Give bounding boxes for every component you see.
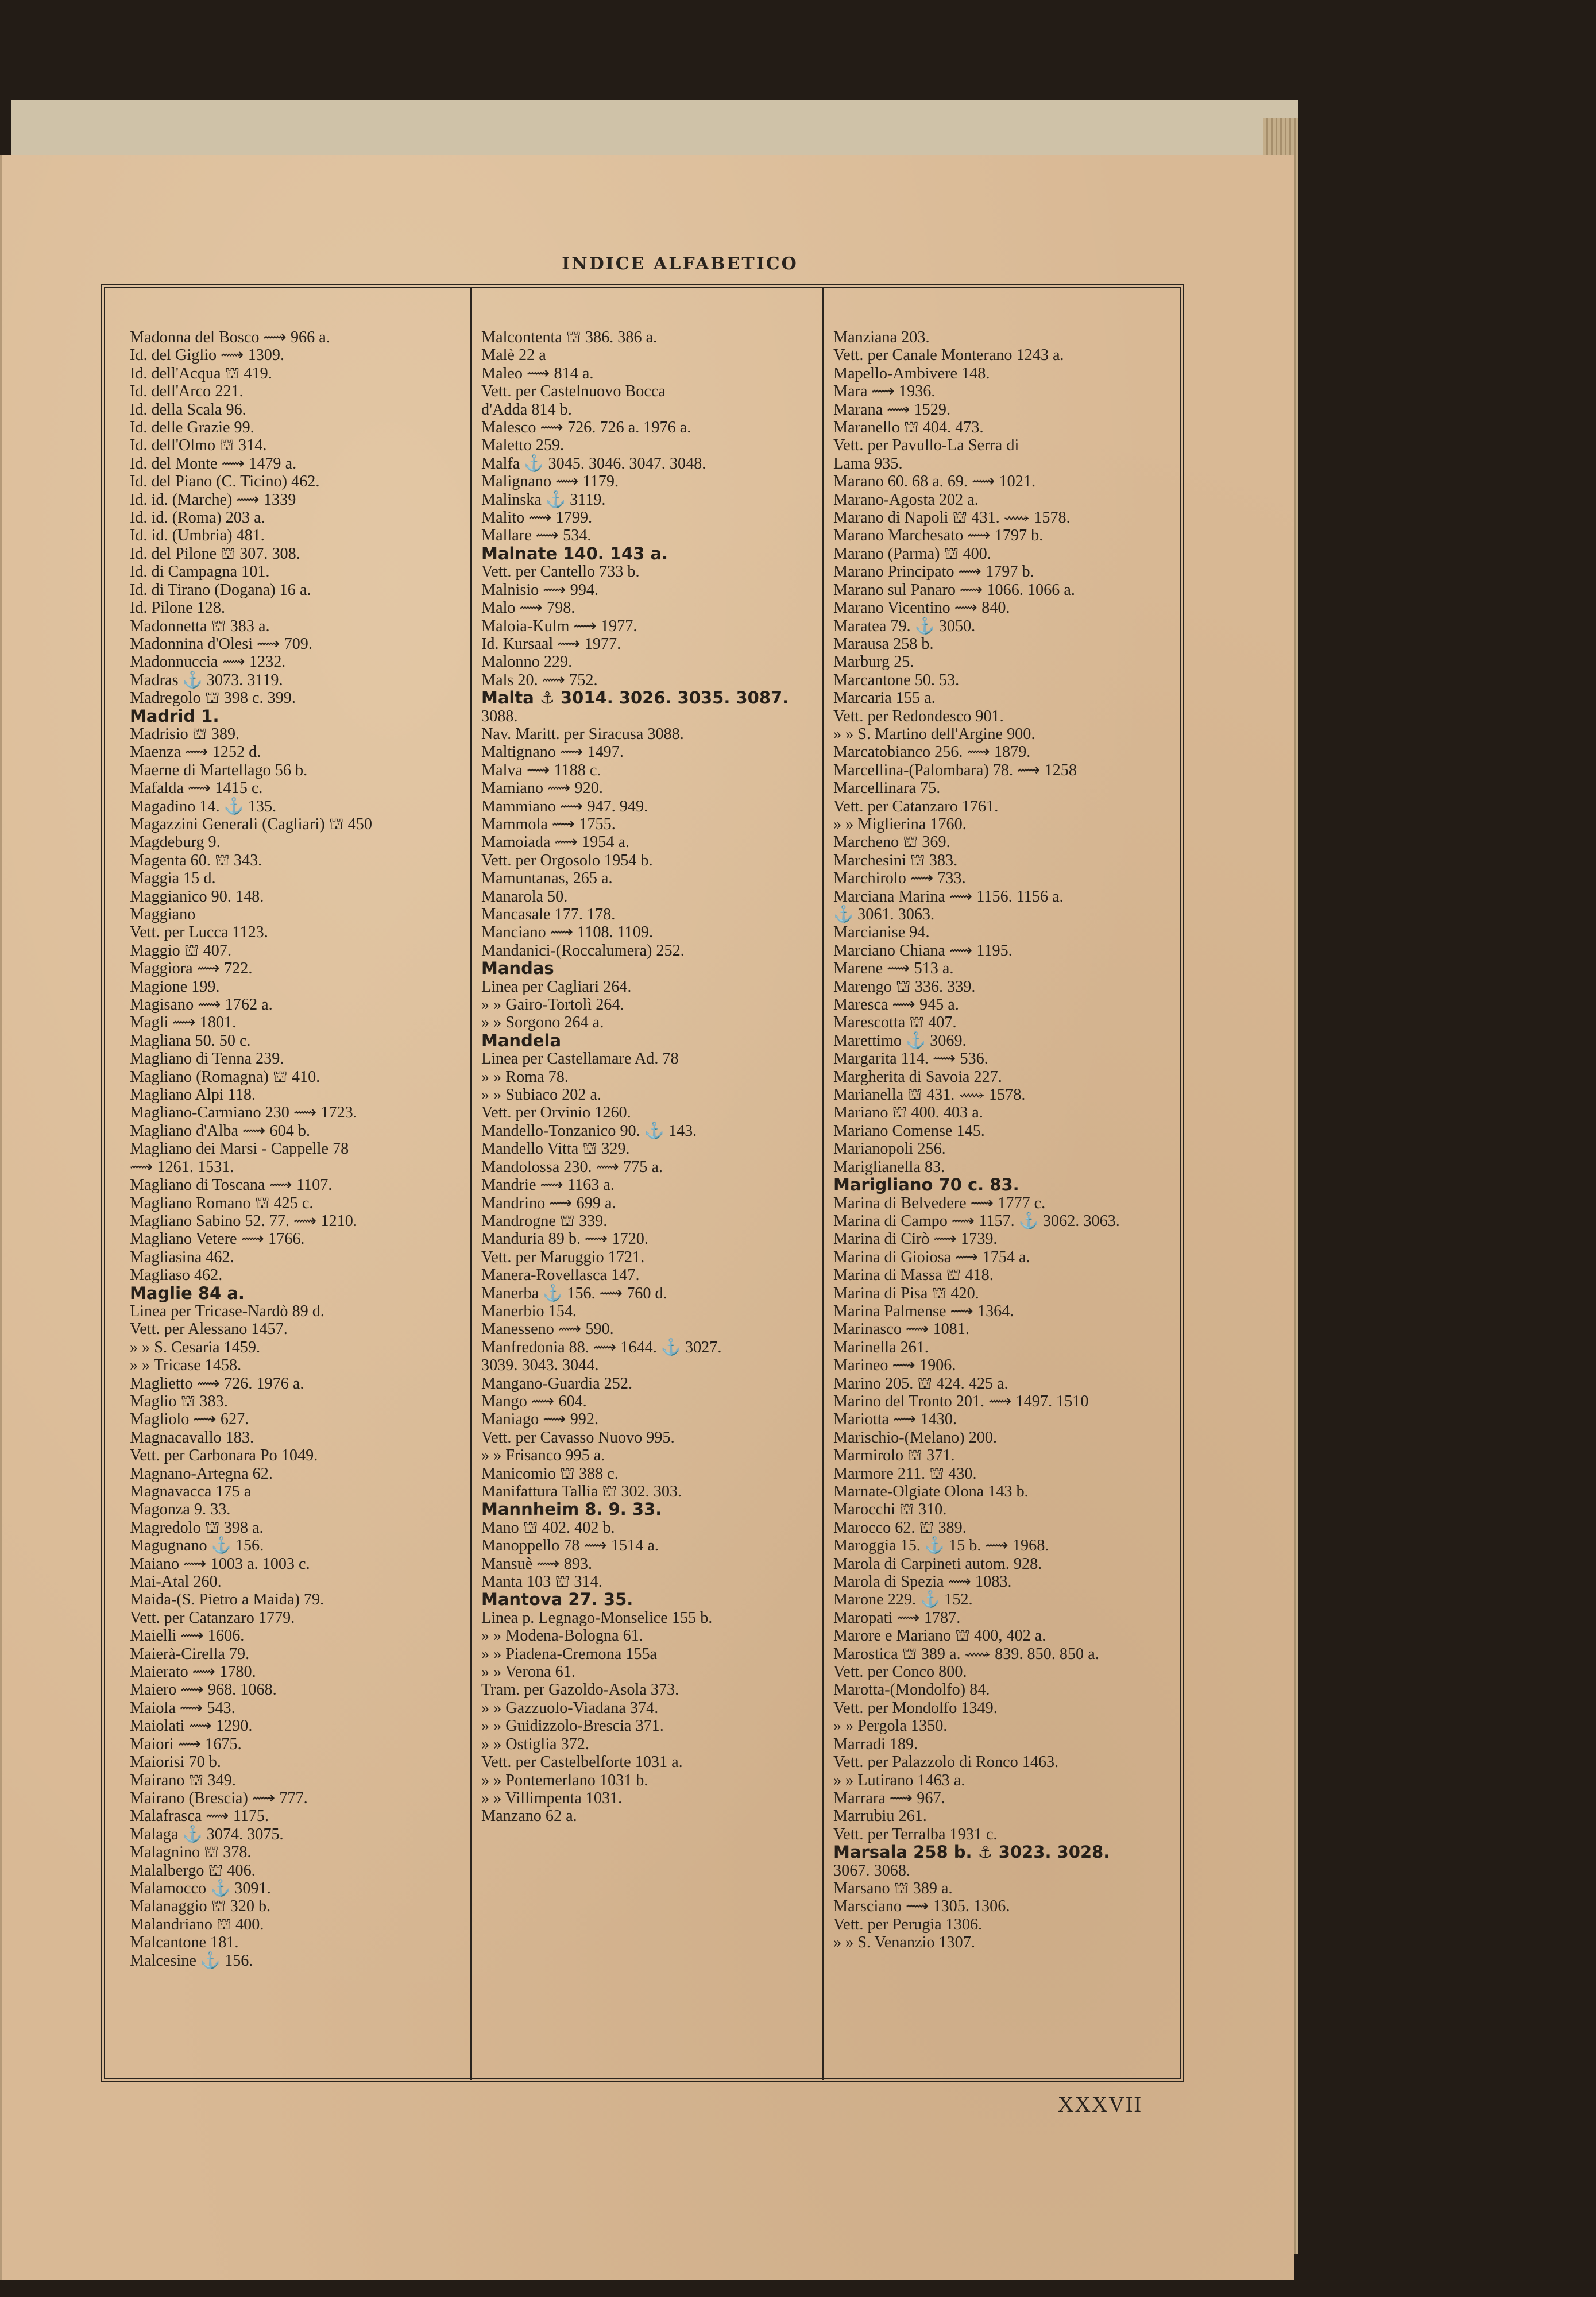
index-entry: Maiero ⟿ 968. 1068. [130, 1681, 277, 1699]
index-entry: Mandolossa 230. ⟿ 775 a. [481, 1158, 663, 1176]
index-entry: Manerbio 154. [481, 1302, 577, 1320]
index-entry: Manoppello 78 ⟿ 1514 a. [481, 1537, 659, 1555]
index-entry: Marciano Chiana ⟿ 1195. [833, 941, 1013, 960]
index-entry: Marola di Spezia ⟿ 1083. [833, 1573, 1012, 1591]
index-entry: Marina di Massa ⛫ 418. [833, 1266, 994, 1285]
index-entry: Vett. per Castelbelforte 1031 a. [481, 1753, 683, 1772]
index-entry: Vett. per Pavullo-La Serra di [833, 436, 1019, 455]
index-entry: » » S. Venanzio 1307. [833, 1933, 975, 1952]
index-entry: Mandrie ⟿ 1163 a. [481, 1176, 615, 1194]
index-entry: Marchesini ⛫ 383. [833, 851, 958, 869]
book-page [0, 155, 1294, 2280]
index-entry: » » Gairo-Tortolì 264. [481, 996, 624, 1014]
index-entry: » » Lutirano 1463 a. [833, 1771, 965, 1789]
index-entry: Mandrogne ⛫ 339. [481, 1212, 608, 1230]
index-entry: Mallare ⟿ 534. [481, 527, 592, 545]
index-entry: Mangano-Guardia 252. [481, 1374, 633, 1393]
index-entry: Marano Principato ⟿ 1797 b. [833, 563, 1034, 581]
index-entry: » » Piadena-Cremona 155a [481, 1645, 658, 1663]
index-entry: Id. della Scala 96. [130, 400, 246, 419]
index-entry: Magdeburg 9. [130, 833, 221, 852]
index-entry: Mapello-Ambivere 148. [833, 364, 990, 382]
index-entry: Mairano (Brescia) ⟿ 777. [130, 1789, 308, 1807]
index-entry: Marina di Campo ⟿ 1157. ⚓ 3062. 3063. [833, 1212, 1120, 1230]
index-entry: Mariglianella 83. [833, 1158, 945, 1176]
page-number: XXXVII [1058, 2093, 1143, 2117]
index-entry: Marostica ⛫ 389 a. ⟿ 839. 850. 850 a. [833, 1645, 1099, 1663]
index-entry: Madonnuccia ⟿ 1232. [130, 653, 286, 671]
index-entry: Manifattura Tallia ⛫ 302. 303. [481, 1483, 682, 1501]
index-entry: Mandanici-(Roccalumera) 252. [481, 941, 685, 960]
index-entry: Mai-Atal 260. [130, 1573, 222, 1591]
index-entry: Magugnano ⚓ 156. [130, 1537, 264, 1555]
index-entry: » » Subiaco 202 a. [481, 1086, 602, 1104]
index-entry: ⚓ 3061. 3063. [833, 906, 935, 923]
index-column-1 [130, 328, 469, 2201]
index-entry: Vett. per Orvinio 1260. [481, 1104, 631, 1122]
index-entry: d'Adda 814 b. [481, 400, 572, 419]
index-entry: Vett. per Cantello 733 b. [481, 563, 640, 581]
index-entry: Magliana 50. 50 c. [130, 1031, 251, 1050]
index-entry: Marore e Mariano ⛫ 400, 402 a. [833, 1627, 1046, 1645]
index-entry: Malnisio ⟿ 994. [481, 581, 599, 599]
index-entry: Marano di Napoli ⛫ 431. ⟿ 1578. [833, 509, 1071, 527]
index-entry: » » Gazzuolo-Viadana 374. [481, 1699, 659, 1717]
index-entry: Tram. per Gazoldo-Asola 373. [481, 1681, 679, 1699]
index-entry: Magnavacca 175 a [130, 1483, 252, 1501]
index-entry: Vett. per Cavasso Nuovo 995. [481, 1428, 675, 1447]
index-entry: Maida-(S. Pietro a Maida) 79. [130, 1591, 324, 1609]
index-entry: Magliano di Toscana ⟿ 1107. [130, 1176, 333, 1194]
index-entry: Magliano Vetere ⟿ 1766. [130, 1230, 305, 1248]
index-entry: Mammola ⟿ 1755. [481, 815, 616, 833]
index-entry: Marana ⟿ 1529. [833, 400, 951, 419]
index-entry: Vett. per Perugia 1306. [833, 1915, 983, 1933]
index-entry: Maglio ⛫ 383. [130, 1392, 228, 1410]
index-entry: Mandello-Tonzanico 90. ⚓ 143. [481, 1122, 697, 1140]
index-entry: Maiano ⟿ 1003 a. 1003 c. [130, 1554, 310, 1573]
index-entry: Marrubiu 261. [833, 1807, 927, 1826]
index-entry: Id. Pilone 128. [130, 599, 225, 617]
index-entry: Magisano ⟿ 1762 a. [130, 996, 273, 1014]
index-entry: Marcellina-(Palombara) 78. ⟿ 1258 [833, 761, 1077, 779]
index-entry: Malcontenta ⛫ 386. 386 a. [481, 328, 658, 346]
index-entry: Marina di Gioiosa ⟿ 1754 a. [833, 1248, 1030, 1266]
index-entry: Linea per Castellamare Ad. 78 [481, 1050, 679, 1068]
index-entry: Marcaria 155 a. [833, 689, 936, 707]
index-entry: Marcianise 94. [833, 923, 930, 942]
index-entry: Marina di Cirò ⟿ 1739. [833, 1230, 998, 1248]
index-entry: Marano sul Panaro ⟿ 1066. 1066 a. [833, 581, 1075, 599]
index-entry: » » S. Cesaria 1459. [130, 1338, 261, 1356]
index-entry: Marano Vicentino ⟿ 840. [833, 599, 1010, 617]
index-entry: Maiola ⟿ 543. [130, 1699, 235, 1717]
index-entry: Maletto 259. [481, 436, 565, 455]
index-entry: Marinasco ⟿ 1081. [833, 1320, 969, 1339]
index-entry: » » Modena-Bologna 61. [481, 1627, 643, 1645]
index-entry: Mariano ⛫ 400. 403 a. [833, 1104, 983, 1122]
index-entry: Malè 22 a [481, 346, 546, 365]
index-entry: Maroggia 15. ⚓ 15 b. ⟿ 1968. [833, 1537, 1049, 1555]
index-entry: Marsano ⛫ 389 a. [833, 1879, 953, 1897]
index-entry: Marocco 62. ⛫ 389. [833, 1518, 967, 1537]
index-entry: Marescotta ⛫ 407. [833, 1014, 957, 1032]
index-entry: Id. del Piano (C. Ticino) 462. [130, 473, 320, 491]
index-entry: Malandriano ⛫ 400. [130, 1915, 264, 1933]
index-entry: Mariotta ⟿ 1430. [833, 1410, 957, 1429]
index-entry: Mannheim 8. 9. 33. [481, 1499, 662, 1519]
index-entry: Magli ⟿ 1801. [130, 1014, 237, 1032]
index-entry: 3088. [481, 707, 518, 725]
index-entry: Marmirolo ⛫ 371. [833, 1447, 955, 1465]
index-entry: Vett. per Catanzaro 1761. [833, 797, 999, 815]
index-entry: Madrid 1. [130, 706, 219, 726]
index-entry: Mantova 27. 35. [481, 1590, 633, 1610]
index-entry: Vett. per Conco 800. [833, 1663, 967, 1681]
index-entry: Magliano Alpi 118. [130, 1086, 256, 1104]
index-entry: Mammiano ⟿ 947. 949. [481, 797, 648, 815]
index-entry: » » Tricase 1458. [130, 1356, 242, 1375]
index-entry: Id. dell'Olmo ⛫ 314. [130, 436, 267, 455]
index-entry: Mandela [481, 1030, 562, 1050]
index-entry: Mals 20. ⟿ 752. [481, 671, 598, 689]
index-entry: Mano ⛫ 402. 402 b. [481, 1518, 615, 1537]
index-entry: Magione 199. [130, 977, 220, 996]
index-entry: Marengo ⛫ 336. 339. [833, 977, 976, 996]
index-entry: Vett. per Carbonara Po 1049. [130, 1447, 318, 1465]
index-entry: Margherita di Savoia 227. [833, 1068, 1002, 1086]
index-entry: Marischio-(Melano) 200. [833, 1428, 997, 1447]
index-entry: Vett. per Catanzaro 1779. [130, 1608, 295, 1627]
index-entry: Maniago ⟿ 992. [481, 1410, 599, 1429]
index-entry: Linea p. Legnago-Monselice 155 b. [481, 1608, 713, 1627]
index-entry: Marsciano ⟿ 1305. 1306. [833, 1897, 1010, 1916]
index-entry: Marano Marchesato ⟿ 1797 b. [833, 527, 1044, 545]
index-entry: Magredolo ⛫ 398 a. [130, 1518, 264, 1537]
index-entry: Mandrino ⟿ 699 a. [481, 1194, 616, 1212]
index-entry: Marianopoli 256. [833, 1140, 946, 1158]
index-entry: Manciano ⟿ 1108. 1109. [481, 923, 654, 942]
index-entry: Malagnino ⛫ 378. [130, 1843, 252, 1862]
index-entry: Marcheno ⛫ 369. [833, 833, 950, 852]
index-entry: » » Pergola 1350. [833, 1717, 948, 1735]
index-entry: Marciana Marina ⟿ 1156. 1156 a. [833, 887, 1064, 906]
index-entry: Magnano-Artegna 62. [130, 1464, 273, 1483]
index-entry: Mara ⟿ 1936. [833, 382, 936, 401]
index-entry: Magenta 60. ⛫ 343. [130, 851, 262, 869]
index-entry: Malito ⟿ 1799. [481, 509, 593, 527]
index-entry: » » Verona 61. [481, 1663, 575, 1681]
column-divider [470, 288, 472, 2080]
index-entry: Mandas [481, 958, 554, 979]
index-entry: Margarita 114. ⟿ 536. [833, 1050, 988, 1068]
index-entry: Maranello ⛫ 404. 473. [833, 419, 984, 437]
index-entry: Lama 935. [833, 454, 903, 473]
index-entry: Manera-Rovellasca 147. [481, 1266, 640, 1285]
index-entry: Marradi 189. [833, 1735, 918, 1753]
index-entry: Maggiano [130, 906, 196, 923]
index-entry: Marnate-Olgiate Olona 143 b. [833, 1483, 1029, 1501]
index-entry: Marburg 25. [833, 653, 914, 671]
index-entry: Malta ⚓ 3014. 3026. 3035. 3087. [481, 688, 789, 708]
index-entry: » » Villimpenta 1031. [481, 1789, 623, 1807]
index-entry: Madonnina d'Olesi ⟿ 709. [130, 635, 312, 653]
index-entry: Id. id. (Umbria) 481. [130, 527, 265, 545]
index-entry: Magliano (Romagna) ⛫ 410. [130, 1068, 320, 1086]
index-entry: Magliasina 462. [130, 1248, 234, 1266]
index-entry: Mairano ⛫ 349. [130, 1771, 236, 1789]
index-entry: Manduria 89 b. ⟿ 1720. [481, 1230, 648, 1248]
index-entry: Marcantone 50. 53. [833, 671, 960, 689]
index-entry: Maierà-Cirella 79. [130, 1645, 250, 1663]
index-entry: Id. del Monte ⟿ 1479 a. [130, 454, 297, 473]
index-entry: Magazzini Generali (Cagliari) ⛫ 450 [130, 815, 372, 833]
index-entry: Marano-Agosta 202 a. [833, 490, 979, 509]
index-entry: Magliano d'Alba ⟿ 604 b. [130, 1122, 311, 1140]
index-entry: Maierato ⟿ 1780. [130, 1663, 256, 1681]
index-entry: Magnacavallo 183. [130, 1428, 254, 1447]
index-entry: Id. id. (Marche) ⟿ 1339 [130, 490, 296, 509]
index-entry: Vett. per Lucca 1123. [130, 923, 268, 942]
index-entry: Manerba ⚓ 156. ⟿ 760 d. [481, 1284, 667, 1302]
index-entry: 3067. 3068. [833, 1861, 910, 1880]
index-entry: Marchirolo ⟿ 733. [833, 869, 966, 888]
index-entry: Vett. per Canale Monterano 1243 a. [833, 346, 1064, 365]
index-entry: Vett. per Terralba 1931 c. [833, 1825, 998, 1843]
index-entry: Marotta-(Mondolfo) 84. [833, 1681, 990, 1699]
index-entry: Manesseno ⟿ 590. [481, 1320, 614, 1339]
index-entry: Magliano Romano ⛫ 425 c. [130, 1194, 314, 1212]
index-entry: Malanaggio ⛫ 320 b. [130, 1897, 271, 1916]
index-entry: Id. di Tirano (Dogana) 16 a. [130, 581, 311, 599]
index-entry: Manta 103 ⛫ 314. [481, 1573, 602, 1591]
index-entry: Malonno 229. [481, 653, 573, 671]
index-entry: Marinella 261. [833, 1338, 929, 1356]
index-entry: Marcellinara 75. [833, 779, 941, 798]
index-entry: Mancasale 177. 178. [481, 906, 616, 923]
index-entry: Marausa 258 b. [833, 635, 934, 653]
index-entry: Maenza ⟿ 1252 d. [130, 743, 261, 761]
index-entry: Id. del Pilone ⛫ 307. 308. [130, 544, 300, 563]
index-entry: Vett. per Orgosolo 1954 b. [481, 851, 653, 869]
index-column-3 [833, 328, 1172, 2201]
index-entry: Marineo ⟿ 1906. [833, 1356, 956, 1375]
index-entry: Mamuntanas, 265 a. [481, 869, 613, 888]
index-entry: Marrara ⟿ 967. [833, 1789, 945, 1807]
index-entry: Malcesine ⚓ 156. [130, 1951, 253, 1970]
index-entry: Madras ⚓ 3073. 3119. [130, 671, 283, 689]
index-entry: » » S. Martino dell'Argine 900. [833, 725, 1035, 743]
index-entry: Id. del Giglio ⟿ 1309. [130, 346, 285, 365]
index-entry: 3039. 3043. 3044. [481, 1356, 599, 1375]
index-entry: Magliano Sabino 52. 77. ⟿ 1210. [130, 1212, 357, 1230]
index-entry: Marigliano 70 c. 83. [833, 1175, 1019, 1195]
index-entry: Marino del Tronto 201. ⟿ 1497. 1510 [833, 1392, 1089, 1410]
index-entry: » » Roma 78. [481, 1068, 569, 1086]
index-entry: Magliano-Carmiano 230 ⟿ 1723. [130, 1104, 357, 1122]
index-entry: Maggianico 90. 148. [130, 887, 264, 906]
index-entry: Mafalda ⟿ 1415 c. [130, 779, 263, 798]
index-entry: Malafrasca ⟿ 1175. [130, 1807, 269, 1826]
index-entry: Magliaso 462. [130, 1266, 223, 1285]
index-entry: Linea per Cagliari 264. [481, 977, 632, 996]
index-entry: Magliano dei Marsi - Cappelle 78 [130, 1140, 349, 1158]
column-divider [822, 288, 824, 2080]
index-entry: Malalbergo ⛫ 406. [130, 1861, 256, 1880]
index-entry: » » Pontemerlano 1031 b. [481, 1771, 648, 1789]
index-entry: Magliano di Tenna 239. [130, 1050, 284, 1068]
index-entry: Madonna del Bosco ⟿ 966 a. [130, 328, 330, 346]
index-entry: Manarola 50. [481, 887, 568, 906]
index-entry: Manicomio ⛫ 388 c. [481, 1464, 619, 1483]
index-entry: Maggio ⛫ 407. [130, 941, 232, 960]
index-entry: Mandello Vitta ⛫ 329. [481, 1140, 630, 1158]
index-entry: Maiori ⟿ 1675. [130, 1735, 242, 1753]
index-entry: Malnate 140. 143 a. [481, 543, 668, 563]
index-entry: Id. di Campagna 101. [130, 563, 270, 581]
index-entry: Maleo ⟿ 814 a. [481, 364, 594, 382]
index-entry: Nav. Maritt. per Siracusa 3088. [481, 725, 684, 743]
index-entry: » » Frisanco 995 a. [481, 1447, 605, 1465]
index-entry: Marettimo ⚓ 3069. [833, 1031, 967, 1050]
index-entry: Marina di Pisa ⛫ 420. [833, 1284, 979, 1302]
index-entry: Malva ⟿ 1188 c. [481, 761, 601, 779]
index-entry: Manziana 203. [833, 328, 930, 346]
index-entry: Marola di Carpineti autom. 928. [833, 1554, 1042, 1573]
index-entry: Maglietto ⟿ 726. 1976 a. [130, 1374, 304, 1393]
index-entry: Magliolo ⟿ 627. [130, 1410, 249, 1429]
index-entry: Id. dell'Acqua ⛫ 419. [130, 364, 272, 382]
index-entry: Maratea 79. ⚓ 3050. [833, 617, 976, 635]
index-entry: » » Guidizzolo-Brescia 371. [481, 1717, 664, 1735]
index-entry: Manfredonia 88. ⟿ 1644. ⚓ 3027. [481, 1338, 722, 1356]
index-entry: Marano (Parma) ⛫ 400. [833, 544, 991, 563]
index-entry: Vett. per Maruggio 1721. [481, 1248, 645, 1266]
index-entry: Id. id. (Roma) 203 a. [130, 509, 265, 527]
index-entry: Marcatobianco 256. ⟿ 1879. [833, 743, 1031, 761]
index-entry: Mamoiada ⟿ 1954 a. [481, 833, 630, 852]
index-entry: Id. Kursaal ⟿ 1977. [481, 635, 621, 653]
index-entry: Marina di Belvedere ⟿ 1777 c. [833, 1194, 1046, 1212]
index-entry: Malamocco ⚓ 3091. [130, 1879, 271, 1897]
index-entry: Mansuè ⟿ 893. [481, 1554, 593, 1573]
index-entry: Maresca ⟿ 945 a. [833, 996, 959, 1014]
index-entry: Marmore 211. ⛫ 430. [833, 1464, 977, 1483]
index-entry: Madregolo ⛫ 398 c. 399. [130, 689, 296, 707]
index-entry: Maglie 84 a. [130, 1283, 245, 1303]
index-entry: Madonnetta ⛫ 383 a. [130, 617, 270, 635]
page-header-title: INDICE ALFABETICO [562, 254, 798, 274]
index-entry: Id. delle Grazie 99. [130, 419, 254, 437]
index-entry: ⟿ 1261. 1531. [130, 1158, 234, 1176]
index-entry: Malcantone 181. [130, 1933, 239, 1952]
index-entry: Mamiano ⟿ 920. [481, 779, 603, 798]
index-entry: Marino 205. ⛫ 424. 425 a. [833, 1374, 1008, 1393]
index-entry: Malesco ⟿ 726. 726 a. 1976 a. [481, 419, 691, 437]
index-entry: Vett. per Palazzolo di Ronco 1463. [833, 1753, 1059, 1772]
index-entry: Vett. per Castelnuovo Bocca [481, 382, 666, 401]
index-entry: Marianella ⛫ 431. ⟿ 1578. [833, 1086, 1026, 1104]
index-entry: Marano 60. 68 a. 69. ⟿ 1021. [833, 473, 1035, 491]
index-entry: Vett. per Redondesco 901. [833, 707, 1004, 725]
index-entry: Madrisio ⛫ 389. [130, 725, 240, 743]
index-entry: Maggia 15 d. [130, 869, 216, 888]
index-entry: Vett. per Mondolfo 1349. [833, 1699, 998, 1717]
index-entry: Maggiora ⟿ 722. [130, 960, 253, 978]
index-entry: Maiolati ⟿ 1290. [130, 1717, 253, 1735]
index-entry: Malinska ⚓ 3119. [481, 490, 606, 509]
index-entry: Malaga ⚓ 3074. 3075. [130, 1825, 284, 1843]
index-entry: » » Miglierina 1760. [833, 815, 967, 833]
index-entry: Maielli ⟿ 1606. [130, 1627, 245, 1645]
index-entry: Marocchi ⛫ 310. [833, 1501, 947, 1519]
index-entry: Maloia-Kulm ⟿ 1977. [481, 617, 637, 635]
index-entry: Magonza 9. 33. [130, 1501, 231, 1519]
index-entry: Mariano Comense 145. [833, 1122, 985, 1140]
index-entry: Manzano 62 a. [481, 1807, 577, 1826]
index-entry: Malfa ⚓ 3045. 3046. 3047. 3048. [481, 454, 706, 473]
index-entry: Marone 229. ⚓ 152. [833, 1591, 973, 1609]
index-entry: Magadino 14. ⚓ 135. [130, 797, 277, 815]
index-entry: » » Ostiglia 372. [481, 1735, 589, 1753]
index-entry: Marina Palmense ⟿ 1364. [833, 1302, 1014, 1320]
index-column-2 [481, 328, 820, 2201]
index-entry: » » Sorgono 264 a. [481, 1014, 604, 1032]
index-entry: Marene ⟿ 513 a. [833, 960, 954, 978]
index-entry: Maiorisi 70 b. [130, 1753, 221, 1772]
index-entry: Maltignano ⟿ 1497. [481, 743, 624, 761]
index-entry: Malo ⟿ 798. [481, 599, 575, 617]
index-entry: Mango ⟿ 604. [481, 1392, 587, 1410]
index-entry: Linea per Tricase-Nardò 89 d. [130, 1302, 324, 1320]
index-entry: Marsala 258 b. ⚓ 3023. 3028. [833, 1842, 1110, 1862]
index-entry: Maropati ⟿ 1787. [833, 1608, 961, 1627]
index-entry: Maerne di Martellago 56 b. [130, 761, 308, 779]
index-entry: Vett. per Alessano 1457. [130, 1320, 288, 1339]
index-entry: Malignano ⟿ 1179. [481, 473, 619, 491]
index-entry: Id. dell'Arco 221. [130, 382, 244, 401]
